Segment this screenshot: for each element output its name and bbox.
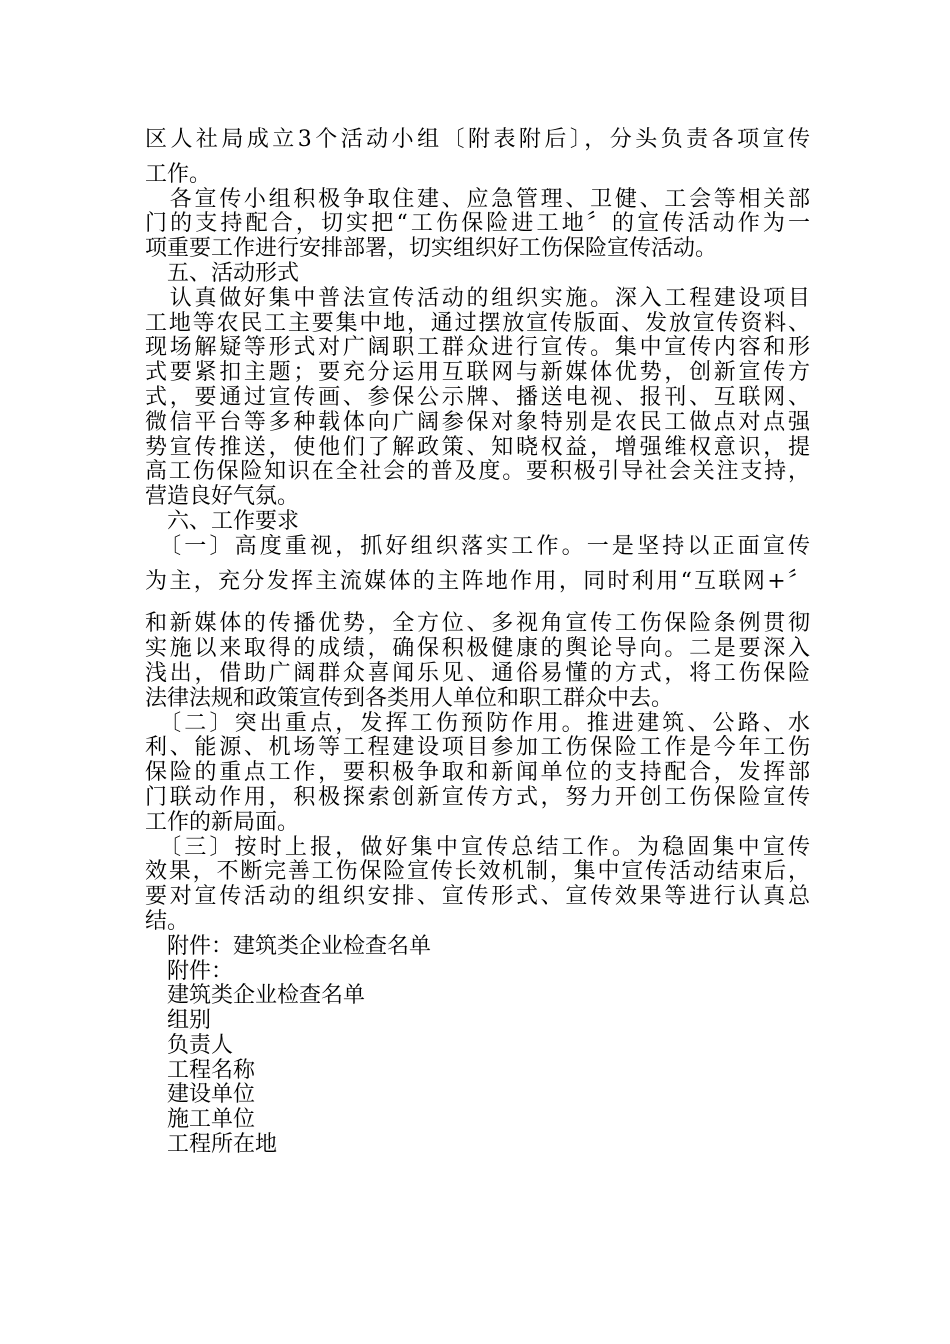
text-line: 式，要通过宣传画、参保公示牌、播送电视、报刊、互联网、 [145,384,810,410]
text-line: 利、能源、机场等工程建设项目参加工伤保险工作是今年工伤 [145,735,810,761]
text-line: 为主，充分发挥主流媒体的主阵地作用，同时利用“互联网+〞 [145,568,810,594]
text-line: 微信平台等多种载体向广阔参保对象特别是农民工做点对点强 [145,409,810,435]
text-line: 各宣传小组积极争取住建、应急管理、卫健、工会等相关部 [145,186,810,212]
text-line: 高工伤保险知识在全社会的普及度。要积极引导社会关注支持， [145,459,810,485]
text-line: 门联动作用，积极探索创新宣传方式，努力开创工伤保险宣传 [145,784,810,810]
text-line: 〔三〕按时上报，做好集中宣传总结工作。为稳固集中宣传 [145,834,810,860]
table-header-owner: 负责人 [145,1032,234,1058]
text-line: 实施以来取得的成绩，确保积极健康的舆论导向。二是要深入 [145,636,810,662]
table-header-project: 工程名称 [145,1057,256,1083]
text-line: 效果，不断完善工伤保险宣传长效机制，集中宣传活动结束后， [145,859,810,885]
text-line: 〔二〕突出重点，发挥工伤预防作用。推进建筑、公路、水 [145,710,810,736]
section-heading: 六、工作要求 [145,508,300,534]
text-line: 要对宣传活动的组织安排、宣传形式、宣传效果等进行认真总 [145,884,810,910]
text-line: 认真做好集中普法宣传活动的组织实施。深入工程建设项目 [145,285,810,311]
text-line: 保险的重点工作，要积极争取和新闻单位的支持配合，发挥部 [145,760,810,786]
text-line: 式要紧扣主题；要充分运用互联网与新媒体优势，创新宣传方 [145,360,810,386]
text-line: 结。 [145,908,190,934]
document-page [145,128,810,1158]
text-line: 项重要工作进行安排部署，切实组织好工伤保险宣传活动。 [145,236,718,262]
text-line: 浅出，借助广阔群众喜闻乐见、通俗易懂的方式，将工伤保险 [145,660,810,686]
table-header-location: 工程所在地 [145,1132,278,1158]
attachment-label: 附件： [145,958,234,984]
text-line: 和新媒体的传播优势，全方位、多视角宣传工伤保险条例贯彻 [145,611,810,637]
attachment-title: 建筑类企业检查名单 [145,983,366,1009]
table-header-contractor: 施工单位 [145,1107,256,1133]
text-line: 现场解疑等形式对广阔职工群众进行宣传。集中宣传内容和形 [145,335,810,361]
text-line: 势宣传推送，使他们了解政策、知晓权益，增强维权意识，提 [145,434,810,460]
attachment-line: 附件：建筑类企业检查名单 [145,933,432,959]
text-line: 工作。 [145,161,212,187]
text-line: 区人社局成立3个活动小组〔附表附后〕，分头负责各项宣传 [145,127,810,152]
text-line: 〔一〕高度重视，抓好组织落实工作。一是坚持以正面宣传 [145,533,810,559]
text-line: 法律法规和政策宣传到各类用人单位和职工群众中去。 [145,685,674,711]
text-line: 工地等农民工主要集中地，通过摆放宣传版面、发放宣传资料、 [145,310,810,336]
text-line: 营造良好气氛。 [145,484,300,510]
text-line: 门的支持配合，切实把“工伤保险进工地〞的宣传活动作为一 [145,211,810,237]
table-header-builder: 建设单位 [145,1082,256,1108]
table-header-group: 组别 [145,1008,212,1034]
section-heading: 五、活动形式 [145,260,300,286]
text-line: 工作的新局面。 [145,809,300,835]
